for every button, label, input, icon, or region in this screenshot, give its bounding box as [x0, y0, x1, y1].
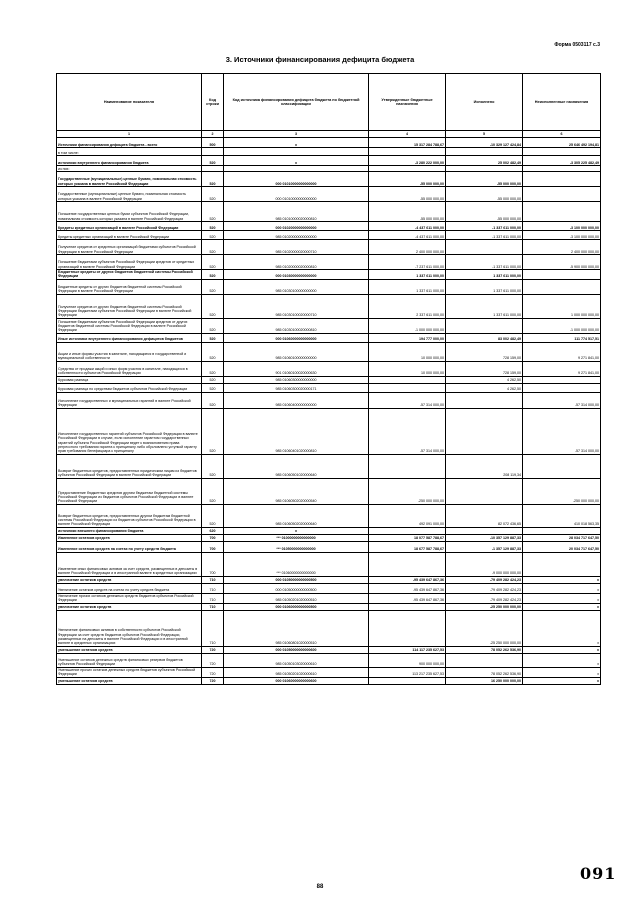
row-name: Увеличение финансовых активов в собственности субъектов Российской Федерации за счет средств бюджетов субъектов Российской Федерации, размещенных на депозиты в валюте Российской Федерации и в иностранной валюте в кредитных организациях	[57, 610, 202, 646]
table-row	[57, 294, 601, 318]
row-source-code: 985 01060501020000640	[224, 454, 369, 478]
row-executed: -79 409 282 424,23	[446, 593, 523, 603]
table-row	[57, 541, 601, 552]
row-line-code: 520	[202, 478, 224, 504]
row-approved: -55 000 000,00	[369, 187, 446, 202]
row-unexecuted: x	[523, 583, 601, 593]
table-row	[57, 279, 601, 294]
row-source-code: 985 01060502020000640	[224, 504, 369, 527]
row-name: увеличение остатков средств	[57, 603, 202, 610]
row-line-code: 620	[202, 527, 224, 534]
table-row	[57, 653, 601, 667]
row-approved: 2 400 000 000,00	[369, 240, 446, 255]
row-executed: 25 002 482,49	[446, 156, 523, 166]
row-line-code: 520	[202, 342, 224, 361]
row-executed: -1 337 611 000,00	[446, 255, 523, 270]
row-line-code: 520	[202, 202, 224, 222]
row-unexecuted: 9 271 841,00	[523, 342, 601, 361]
row-approved: 194 777 000,00	[369, 333, 446, 342]
table-row	[57, 255, 601, 270]
row-source-code: *** 01000000000000000	[224, 534, 369, 541]
row-approved: 1 337 611 000,00	[369, 270, 446, 280]
row-line-code: 520	[202, 408, 224, 454]
row-line-code: 520	[202, 383, 224, 392]
row-source-code: 985 01050201020000610	[224, 667, 369, 677]
row-executed: -1 357 129 887,33	[446, 541, 523, 552]
row-approved: -3 280 222 000,00	[369, 156, 446, 166]
table-row	[57, 231, 601, 240]
row-line-code: 520	[202, 504, 224, 527]
row-line-code: 700	[202, 534, 224, 541]
row-name: уменьшение остатков средств	[57, 677, 202, 684]
row-name: Возврат бюджетных кредитов, предоставленных другим бюджетам бюджетной системы Российской Федерации из бюджетов субъектов Российской Федерации в валюте Российской Федерации	[57, 504, 202, 527]
row-executed: 208 119,34	[446, 454, 523, 478]
row-approved: 900 000 000,00	[369, 653, 446, 667]
row-unexecuted	[523, 202, 601, 222]
row-source-code: x	[224, 138, 369, 148]
row-executed: 1 337 611 000,00	[446, 270, 523, 280]
row-executed: 83 002 482,49	[446, 333, 523, 342]
row-executed: 78 052 262 536,90	[446, 646, 523, 653]
row-executed: -25 250 000 000,00	[446, 603, 523, 610]
row-executed: -25 250 000 000,00	[446, 610, 523, 646]
table-row	[57, 240, 601, 255]
row-line-code: 520	[202, 240, 224, 255]
row-source-code: 985 01060300000000000	[224, 376, 369, 383]
row-approved	[369, 376, 446, 383]
row-name: Уменьшение прочих остатков денежных средств бюджетов субъектов Российской Федерации	[57, 667, 202, 677]
row-unexecuted: -57 314 000,00	[523, 392, 601, 408]
row-executed	[446, 318, 523, 333]
row-source-code: 000 01050000000000600	[224, 646, 369, 653]
row-approved: -55 000 000,00	[369, 172, 446, 187]
row-unexecuted: x	[523, 593, 601, 603]
row-name: Бюджетные кредиты от других бюджетов бюджетной системы Российской Федерации	[57, 270, 202, 280]
row-unexecuted: 9 271 841,00	[523, 361, 601, 376]
row-line-code: 520	[202, 376, 224, 383]
row-unexecuted: 1 000 000 000,00	[523, 294, 601, 318]
table-row	[57, 270, 601, 280]
row-unexecuted: x	[523, 653, 601, 667]
row-name: Погашение государственных ценных бумаг субъектов Российской Федерации, номинальная стоимость которых указана в валюте Российской Федерации	[57, 202, 202, 222]
row-unexecuted: x	[523, 677, 601, 684]
row-approved: 15 317 284 788,67	[369, 138, 446, 148]
row-source-code: 985 01060100000000000	[224, 342, 369, 361]
table-row	[57, 376, 601, 383]
row-approved: -57 314 000,00	[369, 392, 446, 408]
table-row	[57, 667, 601, 677]
row-source-code: 000 01060000000000600	[224, 677, 369, 684]
row-name: Государственные (муниципальные) ценные бумаги, номинальная стоимость которых указана в валюте Российской Федерации	[57, 172, 202, 187]
row-name: Курсовая разница	[57, 376, 202, 383]
row-name: Получение кредитов от других бюджетов бюджетной системы Российской Федерации бюджетами субъектов Российской Федерации в валюте Российской Федерации	[57, 294, 202, 318]
row-source-code: 985 01030100000000000	[224, 279, 369, 294]
table-row	[57, 333, 601, 342]
row-name: Средства от продажи акций и иных форм участия в капитале, находящихся в собственности субъектов Российской Федерации	[57, 361, 202, 376]
row-line-code: 520	[202, 279, 224, 294]
row-source-code: 000 01060000000000000	[224, 333, 369, 342]
row-source-code: 985 01050103020000610	[224, 653, 369, 667]
row-approved: 10 000 000,00	[369, 342, 446, 361]
row-name: Изменение остатков средств на счетах по учету средств бюджета	[57, 541, 202, 552]
row-approved: -95 439 647 867,36	[369, 593, 446, 603]
column-number: 2	[202, 131, 224, 138]
row-executed: -10 357 129 887,33	[446, 534, 523, 541]
row-unexecuted: -3 100 000 000,00	[523, 222, 601, 231]
table-row	[57, 222, 601, 231]
row-name: Иные источники внутреннего финансирования дефицитов бюджетов	[57, 333, 202, 342]
row-name: Кредиты кредитных организаций в валюте Российской Федерации	[57, 222, 202, 231]
row-name: Бюджетные кредиты от других бюджетов бюджетной системы Российской Федерации в валюте Российской Федерации	[57, 279, 202, 294]
row-name: в том числе:	[57, 148, 202, 156]
row-approved	[369, 383, 446, 392]
row-line-code: 520	[202, 222, 224, 231]
row-executed: 1 337 611 000,00	[446, 279, 523, 294]
table-row	[57, 603, 601, 610]
table-row	[57, 383, 601, 392]
row-approved: 18 077 587 788,67	[369, 534, 446, 541]
table-row	[57, 454, 601, 478]
row-source-code: 000 01060000000000500	[224, 603, 369, 610]
row-unexecuted: 410 018 563,35	[523, 504, 601, 527]
row-source-code: 985 01060502020000540	[224, 478, 369, 504]
row-unexecuted: 2 400 000 000,00	[523, 240, 601, 255]
row-unexecuted: 25 646 492 194,81	[523, 138, 601, 148]
row-unexecuted: 28 034 717 647,50	[523, 534, 601, 541]
row-executed: -1 337 611 000,00	[446, 231, 523, 240]
row-source-code: 000 01030000000000000	[224, 270, 369, 280]
row-name: Исполнение государственных гарантий субъектов Российской Федерации в валюте Российской Федерации в случае, если исполнение гарантом государственных гарантий субъекта Российской Федерации ведет к возникновению права регрессного требования гаранта к принципалу либо обусловлено уступкой гаранту прав требования бенефициара к принципалу	[57, 408, 202, 454]
table-row	[57, 478, 601, 504]
row-unexecuted: -3 100 000 000,00	[523, 231, 601, 240]
row-unexecuted: -1 000 000 000,00	[523, 318, 601, 333]
row-name: Увеличение прочих остатков денежных средств бюджетов субъектов Российской Федерации	[57, 593, 202, 603]
row-executed: 16 250 000 000,00	[446, 677, 523, 684]
row-line-code: 720	[202, 653, 224, 667]
row-approved: -95 439 647 867,36	[369, 576, 446, 583]
column-number: 1	[57, 131, 202, 138]
table-row	[57, 187, 601, 202]
row-unexecuted	[523, 172, 601, 187]
row-approved	[369, 552, 446, 576]
row-source-code: 985 01010000020000810	[224, 202, 369, 222]
row-line-code: 700	[202, 552, 224, 576]
table-row	[57, 392, 601, 408]
row-executed	[446, 478, 523, 504]
column-header-line-code: Код строки	[202, 74, 224, 131]
row-source-code	[224, 148, 369, 156]
row-line-code: 520	[202, 231, 224, 240]
table-row	[57, 593, 601, 603]
row-executed: 4 262,50	[446, 383, 523, 392]
table-row	[57, 552, 601, 576]
row-line-code: 520	[202, 187, 224, 202]
row-approved: 113 217 235 627,53	[369, 667, 446, 677]
row-source-code: *** 01060000000000000	[224, 552, 369, 576]
section-title: 3. Источники финансирования дефицита бюджета	[225, 55, 415, 64]
row-unexecuted: x	[523, 667, 601, 677]
row-line-code: 710	[202, 610, 224, 646]
row-unexecuted: 20 034 717 647,50	[523, 541, 601, 552]
row-line-code: 500	[202, 138, 224, 148]
row-source-code: 000 01050000000000500	[224, 583, 369, 593]
row-approved: -95 439 647 867,36	[369, 583, 446, 593]
column-header-unexecuted: Неисполненные назначения	[523, 74, 601, 131]
table-row	[57, 202, 601, 222]
archive-stamp-number: 091	[580, 864, 617, 883]
row-executed: 78 052 262 536,90	[446, 667, 523, 677]
row-line-code: 520	[202, 172, 224, 187]
row-executed	[446, 653, 523, 667]
row-source-code: 000 01010000000000000	[224, 172, 369, 187]
row-line-code: 710	[202, 603, 224, 610]
row-line-code: 520	[202, 333, 224, 342]
column-number: 6	[523, 131, 601, 138]
row-source-code: 000 01050000000000500	[224, 576, 369, 583]
row-executed	[446, 392, 523, 408]
row-approved: 1 337 611 000,00	[369, 279, 446, 294]
row-approved: 18 677 587 788,67	[369, 541, 446, 552]
row-line-code: 520	[202, 318, 224, 333]
row-unexecuted: 111 774 517,51	[523, 333, 601, 342]
row-line-code: 520	[202, 270, 224, 280]
row-source-code: 901 01060100020000630	[224, 361, 369, 376]
row-name: Кредиты кредитных организаций в валюте Российской Федерации	[57, 231, 202, 240]
row-executed: -55 000 000,00	[446, 187, 523, 202]
financing-sources-table	[56, 73, 601, 685]
row-executed: 728 159,00	[446, 342, 523, 361]
row-executed	[446, 408, 523, 454]
row-source-code: 985 01020000020000810	[224, 255, 369, 270]
row-executed	[446, 148, 523, 156]
column-header-approved: Утвержденные бюджетные назначения	[369, 74, 446, 131]
row-line-code: 710	[202, 583, 224, 593]
table-row	[57, 610, 601, 646]
row-unexecuted	[523, 454, 601, 478]
row-name: уменьшение остатков средств	[57, 646, 202, 653]
row-executed	[446, 527, 523, 534]
table-row	[57, 138, 601, 148]
row-unexecuted: -5 900 000 000,00	[523, 255, 601, 270]
row-name: источники внешнего финансирования бюджета	[57, 527, 202, 534]
row-approved	[369, 527, 446, 534]
row-executed: 4 262,50	[446, 376, 523, 383]
table-row	[57, 148, 601, 156]
row-unexecuted	[523, 279, 601, 294]
row-line-code: 720	[202, 646, 224, 653]
row-name: Исполнение государственных и муниципальных гарантий в валюте Российской Федерации	[57, 392, 202, 408]
column-number: 3	[224, 131, 369, 138]
row-source-code: 985 01060801020000510	[224, 610, 369, 646]
row-approved: -7 237 611 000,00	[369, 255, 446, 270]
table-row	[57, 172, 601, 187]
row-line-code: 710	[202, 593, 224, 603]
row-line-code: 520	[202, 156, 224, 166]
row-unexecuted: x	[523, 603, 601, 610]
column-header-executed: Исполнено	[446, 74, 523, 131]
row-approved	[369, 677, 446, 684]
row-unexecuted: x	[523, 646, 601, 653]
row-executed: 728 159,00	[446, 361, 523, 376]
row-executed: -55 000 000,00	[446, 172, 523, 187]
row-approved	[369, 454, 446, 478]
row-source-code: 985 01060401020000810	[224, 408, 369, 454]
row-line-code: 520	[202, 294, 224, 318]
row-line-code: 710	[202, 576, 224, 583]
row-unexecuted: -3 305 225 482,49	[523, 156, 601, 166]
row-name: Возврат бюджетных кредитов, предоставленных юридическим лицам из бюджетов субъектов Российской Федерации в валюте Российской Федерации	[57, 454, 202, 478]
row-approved: 492 091 000,00	[369, 504, 446, 527]
table-row	[57, 504, 601, 527]
column-number: 4	[369, 131, 446, 138]
row-source-code: 000 01020000000000000	[224, 222, 369, 231]
row-name: Изменение иных финансовых активов за счет средств, размещенных в депозиты в валюте Российской Федерации и в иностранной валюте в кредитных организациях	[57, 552, 202, 576]
row-approved: -250 000 000,00	[369, 478, 446, 504]
column-header-source-code: Код источника финансирования дефицита бюджета по бюджетной классификации	[224, 74, 369, 131]
row-unexecuted	[523, 383, 601, 392]
row-unexecuted	[523, 148, 601, 156]
row-executed: -10 329 127 424,84	[446, 138, 523, 148]
row-line-code: 720	[202, 667, 224, 677]
row-approved: -55 000 000,00	[369, 202, 446, 222]
table-row	[57, 534, 601, 541]
row-name: Получение кредитов от кредитных организаций бюджетами субъектов Российской Федерации в валюте Российской Федерации	[57, 240, 202, 255]
row-unexecuted	[523, 376, 601, 383]
row-unexecuted: -250 000 000,00	[523, 478, 601, 504]
table-body	[57, 138, 601, 685]
table-row	[57, 342, 601, 361]
table-row	[57, 361, 601, 376]
row-source-code: 985 01030100020000810	[224, 318, 369, 333]
row-approved	[369, 610, 446, 646]
column-header-name: Наименование показателя	[57, 74, 202, 131]
row-approved: -4 437 611 000,00	[369, 222, 446, 231]
row-source-code: 985 01020000000000000	[224, 231, 369, 240]
row-executed: -9 000 000 000,00	[446, 552, 523, 576]
row-executed: 82 072 436,65	[446, 504, 523, 527]
row-source-code: 985 01060300020000171	[224, 383, 369, 392]
row-unexecuted: x	[523, 610, 601, 646]
row-name: Источники финансирования дефицита бюджета - всего	[57, 138, 202, 148]
row-source-code: x	[224, 527, 369, 534]
row-name: Курсовая разница по средствам бюджетов субъектов Российской Федерации	[57, 383, 202, 392]
table-row	[57, 583, 601, 593]
row-line-code: 720	[202, 677, 224, 684]
row-approved: 10 000 000,00	[369, 361, 446, 376]
row-name: Увеличение остатков средств на счетах по учету средств бюджета	[57, 583, 202, 593]
row-source-code: 985 01060400000000000	[224, 392, 369, 408]
row-executed: 1 337 611 000,00	[446, 294, 523, 318]
table-row	[57, 156, 601, 166]
row-line-code: 520	[202, 361, 224, 376]
row-approved: 114 117 235 627,53	[369, 646, 446, 653]
row-approved: -57 314 000,00	[369, 408, 446, 454]
table-row	[57, 408, 601, 454]
row-approved	[369, 603, 446, 610]
row-line-code: 520	[202, 454, 224, 478]
page-number: 88	[316, 884, 324, 890]
row-line-code	[202, 148, 224, 156]
row-name: Погашение бюджетами субъектов Российской Федерации кредитов от других бюджетов бюджетной системы Российской Федерации в валюте Российской Федерации	[57, 318, 202, 333]
row-source-code: 985 01020000020000710	[224, 240, 369, 255]
row-line-code: 700	[202, 541, 224, 552]
row-unexecuted	[523, 270, 601, 280]
row-approved: -4 437 611 000,00	[369, 231, 446, 240]
row-executed: -79 409 282 424,23	[446, 576, 523, 583]
table-row	[57, 318, 601, 333]
row-name: Погашение бюджетами субъектов Российской Федерации кредитов от кредитных организаций в валюте Российской Федерации	[57, 255, 202, 270]
table-row	[57, 527, 601, 534]
column-number-row	[57, 131, 601, 138]
row-approved: -1 000 000 000,00	[369, 318, 446, 333]
row-name: Уменьшение остатков денежных средств финансовых резервов бюджетов субъектов Российской Федерации	[57, 653, 202, 667]
row-name: Изменение остатков средств	[57, 534, 202, 541]
row-unexecuted: x	[523, 576, 601, 583]
form-code: Форма 0503117 с.3	[554, 42, 600, 48]
row-name: Акции и иные формы участия в капитале, находящиеся в государственной и муниципальной собственности	[57, 342, 202, 361]
row-source-code: *** 01050000000000000	[224, 541, 369, 552]
table-header-row	[57, 74, 601, 131]
row-line-code: 520	[202, 255, 224, 270]
row-name: увеличение остатков средств	[57, 576, 202, 583]
row-name: Государственные (муниципальные) ценные бумаги, номинальная стоимость которых указана в валюте Российской Федерации	[57, 187, 202, 202]
row-executed: -1 337 611 000,00	[446, 222, 523, 231]
table-row	[57, 677, 601, 684]
row-name: источники внутреннего финансирования бюджета	[57, 156, 202, 166]
row-executed: -55 000 000,00	[446, 202, 523, 222]
row-unexecuted	[523, 552, 601, 576]
table-row	[57, 576, 601, 583]
row-unexecuted	[523, 527, 601, 534]
table-row	[57, 646, 601, 653]
column-number: 5	[446, 131, 523, 138]
row-name: из них:	[57, 166, 202, 172]
row-approved	[369, 148, 446, 156]
row-unexecuted: -57 314 000,00	[523, 408, 601, 454]
row-unexecuted	[523, 187, 601, 202]
row-executed	[446, 240, 523, 255]
row-approved: 2 337 611 000,00	[369, 294, 446, 318]
row-executed: -79 409 282 424,23	[446, 583, 523, 593]
row-source-code: 000 01010000000000000	[224, 187, 369, 202]
row-source-code: x	[224, 156, 369, 166]
row-name: Предоставление бюджетных кредитов другим бюджетам бюджетной системы Российской Федерации из бюджетов субъектов Российской Федерации в валюте Российской Федерации	[57, 478, 202, 504]
row-source-code: 985 01050201020000510	[224, 593, 369, 603]
row-source-code: 985 01030100020000710	[224, 294, 369, 318]
row-line-code: 520	[202, 392, 224, 408]
